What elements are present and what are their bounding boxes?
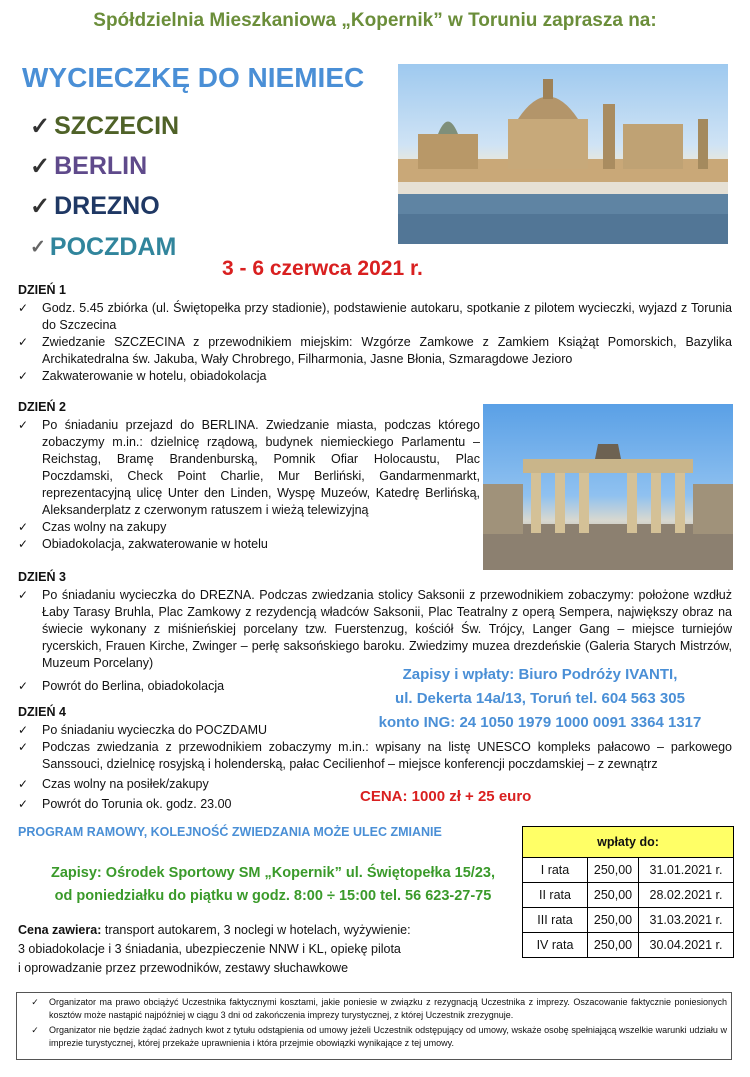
checkmark-icon: ✓	[18, 537, 29, 551]
checkmark-icon: ✓	[18, 740, 29, 754]
program-note: PROGRAM RAMOWY, KOLEJNOŚĆ ZWIEDZANIA MOŻE ULEC ZMIANIE	[18, 825, 442, 839]
list-item: ✓ Podczas zwiedzania z przewodnikiem zobaczymy m.in.: wpisany na listę UNESCO kompleks pałacowo – parkowego Sanssouci, dzielnicę rosyjską i holenderską, pałac Cecilienhof – miejsce konferencji poczdamskiej – z zewnątrz	[18, 740, 732, 771]
payments-header: wpłaty do:	[523, 827, 734, 858]
city-name: BERLIN	[54, 152, 148, 180]
table-row: III rata 250,00 31.03.2021 r.	[523, 908, 734, 933]
checkmark-icon: ✓	[18, 679, 29, 693]
checkmark-icon: ✓	[18, 777, 29, 791]
checkmark-icon: ✓	[18, 335, 29, 349]
signup-info	[18, 862, 528, 908]
brandenburg-gate-photo	[483, 404, 733, 570]
dresden-skyline-icon	[398, 64, 728, 244]
day4-title: DZIEŃ 4	[18, 705, 66, 719]
dresden-photo	[398, 64, 728, 244]
booking-line-1: Zapisy i wpłaty: Biuro Podróży IVANTI,	[402, 666, 678, 683]
city-drezno	[30, 192, 160, 221]
day1-list	[18, 300, 732, 385]
table-row: I rata 250,00 31.01.2021 r.	[523, 858, 734, 883]
day2-title: DZIEŃ 2	[18, 400, 66, 414]
payments-table	[522, 826, 734, 958]
checkmark-icon: ✓	[30, 193, 51, 220]
main-title: WYCIECZKĘ DO NIEMIEC	[22, 62, 365, 93]
booking-line-2: ul. Dekerta 14a/13, Toruń tel. 604 563 305	[395, 690, 685, 707]
price: CENA: 1000 zł + 25 euro	[360, 788, 532, 805]
day4-list	[18, 722, 732, 773]
city-name: SZCZECIN	[54, 112, 180, 140]
table-row: IV rata 250,00 30.04.2021 r.	[523, 933, 734, 958]
list-item: ✓ Powrót do Torunia ok. godz. 23.00	[18, 797, 232, 811]
signup-line-2: od poniedziałku do piątku w godz. 8:00 ÷ 15:00 tel. 56 623-27-75	[54, 888, 492, 904]
gate-icon	[483, 404, 733, 570]
checkmark-icon: ✓	[18, 301, 29, 315]
city-poczdam	[30, 233, 176, 262]
list-item: ✓ Po śniadaniu przejazd do BERLINA. Zwiedzanie miasta, podczas którego zobaczymy m.in.: dzielnicę rządową, budynek niemieckiego Parlamentu – Reichstag, Bramę Brandenburską, Pomnik Ofiar Holocaustu, Plac Poczdamski, Check Point Charlie, Mur Berliński, Gandarmenmarkt, reprezentacyjną ulicę Unter den Linden, Wyspę Muzeów, Katedrę Berlińską, Aleksanderplatz z czerwonym ratuszem i wieżą telewizyjną	[18, 418, 480, 517]
trip-dates: 3 - 6 czerwca 2021 r.	[222, 257, 423, 280]
checkmark-icon: ✓	[18, 588, 29, 602]
booking-line-3: konto ING: 24 1050 1979 1000 0091 3364 1317	[378, 714, 702, 731]
list-item: ✓ Czas wolny na zakupy	[18, 520, 167, 534]
table-row: II rata 250,00 28.02.2021 r.	[523, 883, 734, 908]
header: Spółdzielnia Mieszkaniowa „Kopernik” w Toruniu zaprasza na:	[93, 10, 657, 31]
checkmark-icon: ✓	[18, 369, 29, 383]
list-item: ✓ Godz. 5.45 zbiórka (ul. Świętopełka przy stadionie), podstawienie autokaru, spotkanie z pilotem wycieczki, wyjazd z Torunia do Szczecina	[18, 301, 732, 332]
city-szczecin	[30, 112, 179, 141]
list-item: ✓ Organizator nie będzie żądać żadnych kwot z tytułu odstąpienia od umowy jeżeli Uczestnik odstępujący od umowy, wskaże osobę spełniającą wszelkie warunki udziału w imprezie turystycznej, której przekaże uprawnienia i która przejmie obowiązki wynikające z tej umowy.	[21, 1024, 727, 1050]
list-item: ✓ Organizator ma prawo obciążyć Uczestnika faktycznymi kosztami, jakie poniesie w związku z rezygnacją Uczestnika z imprezy. Oszacowanie faktycznie poniesionych kosztów może nastąpić najpóźniej w ciągu 3 dni od zakończenia imprezy turystycznej, z której Uczestnik zrezygnuje.	[21, 996, 727, 1022]
city-name: DREZNO	[54, 192, 160, 220]
list-item: ✓ Obiadokolacja, zakwaterowanie w hotelu	[18, 537, 268, 551]
checkmark-icon: ✓	[31, 997, 39, 1007]
list-item: ✓ Zwiedzanie SZCZECINA z przewodnikiem miejskim: Wzgórze Zamkowe z Zamkiem Książąt Pomorskich, Bazylika Archikatedralna św. Jakuba, Wały Chrobrego, Filharmonia, Jasne Błonia, Szmaragdowe Jezioro	[18, 335, 732, 366]
list-item: ✓ Zakwaterowanie w hotelu, obiadokolacja	[18, 369, 267, 383]
price-includes	[18, 921, 498, 978]
checkmark-icon: ✓	[18, 723, 29, 737]
day4-list-2	[18, 776, 338, 813]
includes-text-1: transport autokarem, 3 noclegi w hotelach, wyżywienie:	[101, 923, 411, 937]
day2-list	[18, 417, 480, 553]
day3-title: DZIEŃ 3	[18, 570, 66, 584]
day3-list	[18, 587, 732, 672]
signup-line-1: Zapisy: Ośrodek Sportowy SM „Kopernik” ul. Świętopełka 15/23,	[51, 865, 495, 881]
includes-text-3: i oprowadzanie przez przewodników, zestawy słuchawkowe	[18, 961, 349, 975]
checkmark-icon: ✓	[30, 237, 46, 258]
list-item: ✓ Po śniadaniu wycieczka do POCZDAMU	[18, 723, 268, 737]
city-name: POCZDAM	[49, 233, 177, 261]
day3-list-2	[18, 678, 348, 695]
checkmark-icon: ✓	[30, 153, 51, 180]
list-item: ✓ Czas wolny na posiłek/zakupy	[18, 777, 209, 791]
includes-text-2: 3 obiadokolacje i 3 śniadania, ubezpieczenie NNW i KL, opiekę pilota	[18, 942, 401, 956]
checkmark-icon: ✓	[18, 520, 29, 534]
list-item: ✓ Powrót do Berlina, obiadokolacja	[18, 679, 225, 693]
day1-title: DZIEŃ 1	[18, 283, 66, 297]
checkmark-icon: ✓	[18, 418, 29, 432]
city-berlin	[30, 152, 147, 181]
checkmark-icon: ✓	[18, 797, 29, 811]
terms-box	[16, 992, 732, 1060]
checkmark-icon: ✓	[30, 113, 51, 140]
list-item: ✓ Po śniadaniu wycieczka do DREZNA. Podczas zwiedzania stolicy Saksonii z przewodnikiem zobaczymy: położone wzdłuż Łaby Tarasy Bruhla, Plac Zamkowy z rezydencją władców Saksonii, Plac Teatralny z operą Sempera, największy obraz na świecie wykonany z miśnieńskiej porcelany tzw. Fuerstenzug, kościół Św. Trójcy, Langer Gang – miejsce turniejów rycerskich, Frauen Kirche, Zwinger – perłę saksońskiego baroku. Zwiedzimy muzea drezdeńskie (Galeria Starych Mistrzów, Muzeum Porcelany)	[18, 588, 732, 670]
checkmark-icon: ✓	[31, 1025, 39, 1035]
includes-label: Cena zawiera:	[18, 923, 102, 937]
